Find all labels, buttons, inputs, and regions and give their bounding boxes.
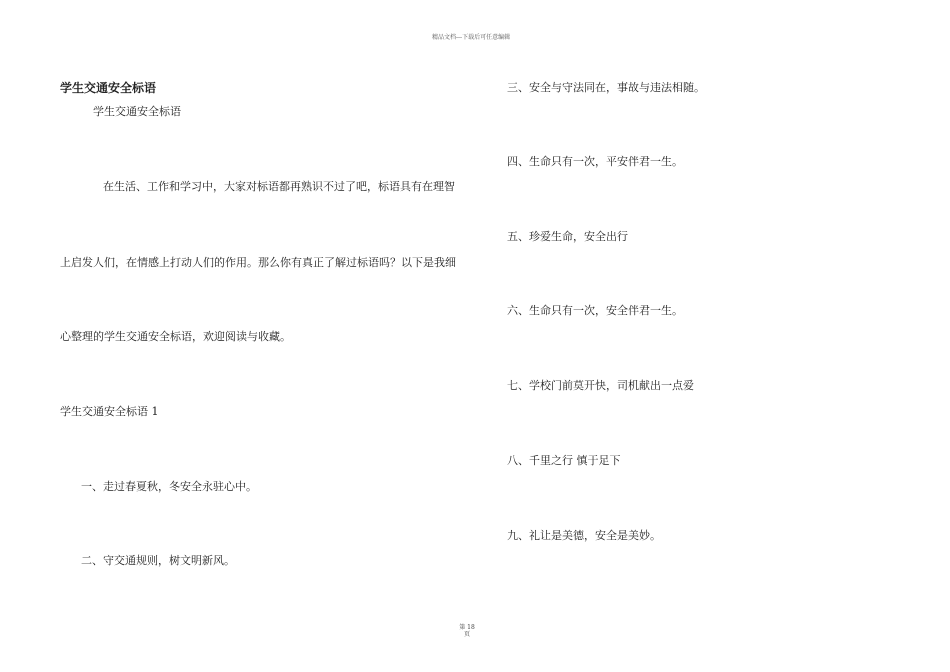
slogan-item: 一、走过春夏秋，冬安全永驻心中。	[81, 480, 257, 493]
intro-paragraph-line: 在生活、工作和学习中，大家对标语都再熟识不过了吧，标语具有在理智	[103, 180, 455, 193]
page-header: 精品文档---下载后可任意编辑	[432, 34, 511, 41]
document-title: 学生交通安全标语	[60, 81, 157, 95]
page-prefix: 第	[459, 624, 466, 631]
slogan-item: 五、珍爱生命，安全出行	[507, 230, 628, 243]
slogan-item: 三、安全与守法同在，事故与违法相随。	[507, 81, 705, 94]
slogan-item: 七、学校门前莫开快，司机献出一点爱	[507, 379, 694, 392]
slogan-item: 六、生命只有一次，安全伴君一生。	[507, 304, 683, 317]
slogan-item: 八、千里之行 慎于足下	[507, 454, 621, 467]
slogan-item: 二、守交通规则，树文明新风。	[81, 554, 235, 567]
page-suffix: 页	[463, 631, 470, 638]
intro-paragraph-line: 心整理的学生交通安全标语，欢迎阅读与收藏。	[60, 330, 291, 343]
document-subtitle: 学生交通安全标语	[93, 105, 181, 118]
page-number: 18	[467, 624, 475, 631]
slogan-item: 九、礼让是美德，安全是美妙。	[507, 529, 661, 542]
slogan-item: 四、生命只有一次，平安伴君一生。	[507, 155, 683, 168]
page-number-footer	[452, 624, 482, 638]
section-title: 学生交通安全标语 1	[60, 405, 159, 418]
intro-paragraph-line: 上启发人们，在情感上打动人们的作用。那么你有真正了解过标语吗？以下是我细	[60, 256, 456, 269]
